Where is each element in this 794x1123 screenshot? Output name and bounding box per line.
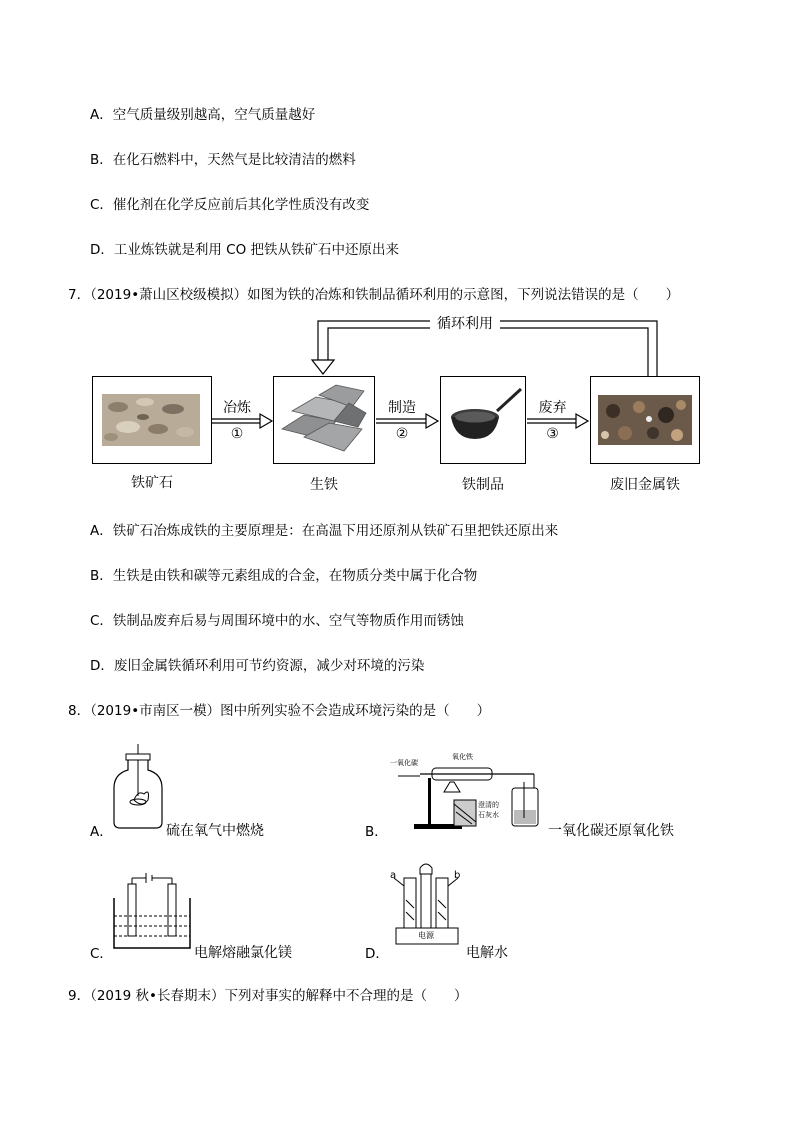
q7-option-a: A．铁矿石冶炼成铁的主要原理是：在高温下用还原剂从铁矿石里把铁还原出来 [90, 523, 559, 539]
node-iron-product-label: 铁制品 [462, 477, 504, 493]
d-fig-label-b: b [454, 870, 461, 881]
q8-stem: 8．（2019•市南区一模）图中所列实验不会造成环境污染的是（ ） [68, 703, 491, 719]
q8-b-caption: 一氧化碳还原氧化铁 [548, 823, 674, 839]
q8-a-letter: A． [90, 824, 113, 840]
q7-stem: 7．（2019•萧山区校级模拟）如图为铁的冶炼和铁制品循环利用的示意图，下列说法错误的是（ ） [68, 287, 680, 303]
sulfur-jar-figure [108, 742, 168, 834]
co-fig-label-iron-oxide: 氧化铁 [452, 753, 473, 761]
arrow-3-number: ③ [546, 426, 559, 442]
q6-option-c: C．催化剂在化学反应前后其化学性质没有改变 [90, 197, 370, 213]
iron-ore-image [93, 377, 211, 463]
q6-option-a: A．空气质量级别越高，空气质量越好 [90, 107, 316, 123]
scrap-iron-box [590, 376, 700, 464]
q8-b-letter: B． [365, 824, 388, 840]
q8-c-letter: C． [90, 946, 113, 962]
iron-product-box [440, 376, 526, 464]
arrow-1-label: 冶炼 [223, 400, 251, 416]
q8-a-caption: 硫在氧气中燃烧 [166, 823, 264, 839]
q8-d-letter: D． [365, 946, 389, 962]
molten-electrolysis-figure [110, 870, 194, 954]
wok-image [441, 377, 525, 463]
q7-option-c: C．铁制品废弃后易与周围环境中的水、空气等物质作用而锈蚀 [90, 613, 464, 629]
co-fig-label-co: 一氧化碳 [390, 759, 418, 767]
scrap-iron-image [591, 377, 699, 463]
d-fig-label-power: 电源 [418, 931, 434, 940]
node-scrap-iron-label: 废旧金属铁 [610, 477, 680, 493]
arrow-3-label: 废弃 [538, 400, 567, 416]
recycle-label: 循环利用 [430, 313, 500, 333]
arrow-2-label: 制造 [388, 400, 416, 416]
iron-ore-box [92, 376, 212, 464]
node-iron-ore-label: 铁矿石 [131, 475, 173, 491]
co-fig-label-limewater-1: 澄清的 [478, 801, 499, 809]
q8-c-caption: 电解熔融氯化镁 [194, 945, 292, 961]
co-fig-label-limewater-2: 石灰水 [478, 811, 499, 819]
q7-option-b: B．生铁是由铁和碳等元素组成的合金，在物质分类中属于化合物 [90, 568, 478, 584]
arrow-1-number: ① [230, 426, 244, 442]
q7-option-d: D．废旧金属铁循环利用可节约资源，减少对环境的污染 [90, 658, 425, 674]
pig-iron-box [273, 376, 375, 464]
q9-stem: 9．（2019 秋•长春期末）下列对事实的解释中不合理的是（ ） [68, 988, 468, 1004]
pig-iron-image [274, 377, 374, 463]
q8-d-caption: 电解水 [466, 945, 508, 961]
q6-option-b: B．在化石燃料中，天然气是比较清洁的燃料 [90, 152, 356, 168]
arrow-2-number: ② [395, 426, 409, 442]
q6-option-d: D．工业炼铁就是利用 CO 把铁从铁矿石中还原出来 [90, 242, 400, 258]
node-pig-iron-label: 生铁 [310, 477, 338, 493]
d-fig-label-a: a [390, 870, 397, 881]
